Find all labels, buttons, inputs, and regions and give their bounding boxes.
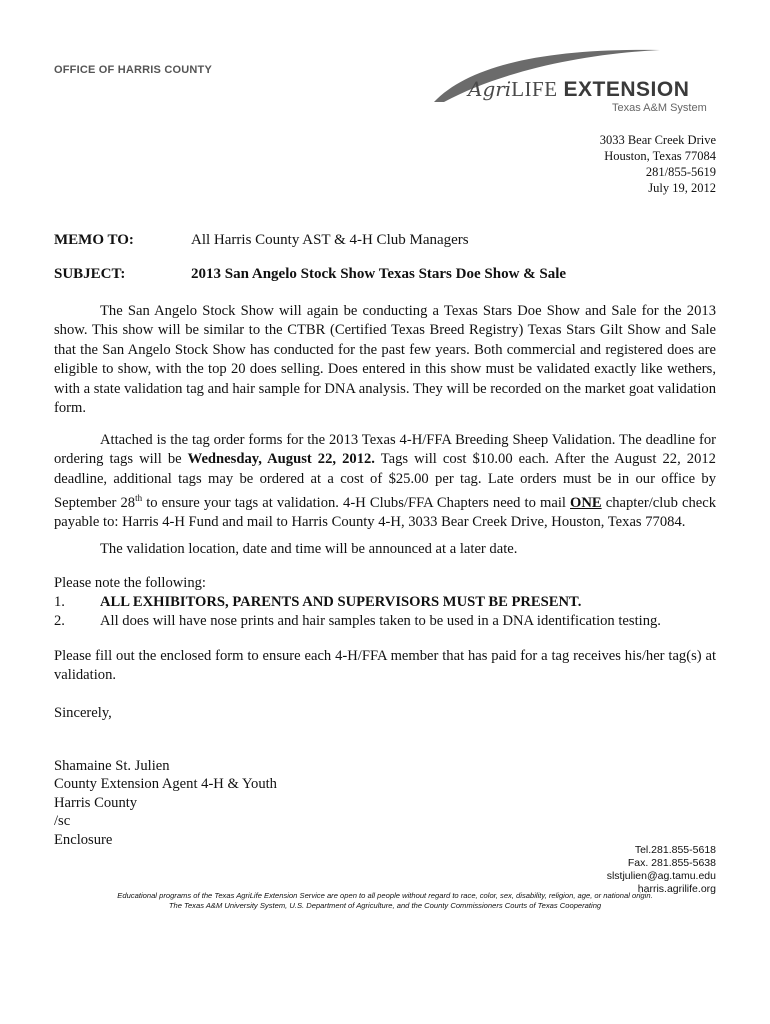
address-phone: 281/855-5619 [645, 165, 716, 179]
footer-line-1: Educational programs of the Texas AgriLife Extension Service are open to all people without regard to race, color, sex, disability, religion, age, or national origin. [117, 891, 653, 900]
memo-date: July 19, 2012 [648, 181, 716, 195]
contact-fax: Fax. 281.855-5638 [627, 857, 716, 869]
logo-agri-text: Agri [468, 77, 512, 101]
p2-one-emphasis: ONE [570, 495, 602, 512]
paragraph-3: The validation location, date and time will be announced at a later date. [100, 541, 518, 557]
contact-tel: Tel.281.855-5618 [634, 844, 716, 856]
agrilife-extension-logo [430, 44, 720, 120]
closing: Sincerely, [54, 705, 112, 721]
p2-text-b: Tags will cost $10.00 each. After the August 22, 2012 deadline, additional tags may be ordered at a cost of $25.00 per tag. Late orders must be in our office by September 28 [54, 451, 716, 512]
signer-name: Shamaine St. Julien [54, 758, 170, 774]
signature-block [54, 757, 277, 849]
contact-info [607, 844, 716, 896]
paragraph-1: The San Angelo Stock Show will again be conducting a Texas Stars Doe Show and Sale for the 2013 show. This show will be similar to the CTBR (Certified Texas Breed Registry) Texas Stars Gilt Show and Sale that the San Angelo Stock Show has conducted for the past few years. Both commercial and registered does are eligible to show, with the top 20 does selling. Does entered in this show must be validated exactly like wethers, with a state validation tag and hair sample for DNA analysis. They will be recorded on the market goat validation form. [54, 303, 716, 417]
address-street: 3033 Bear Creek Drive [599, 133, 716, 147]
p2-text-a: Attached is the tag order forms for the 2013 Texas 4-H/FFA Breeding Sheep Validation. The deadline for ordering tags will be [54, 432, 716, 468]
footer-disclaimer [40, 891, 730, 911]
subject-label: SUBJECT: [54, 266, 126, 282]
logo-extension-text: EXTENSION [563, 78, 690, 101]
memo-to-value: All Harris County AST & 4-H Club Managers [191, 232, 469, 248]
p2-text-c: to ensure your tags at validation. 4-H Clubs/FFA Chapters need to mail [142, 495, 571, 512]
sender-address [600, 132, 716, 196]
note-text: ALL EXHIBITORS, PARENTS AND SUPERVISORS MUST BE PRESENT. [100, 594, 582, 610]
office-heading: OFFICE OF HARRIS COUNTY [54, 64, 212, 76]
paragraph-4: Please fill out the enclosed form to ensure each 4-H/FFA member that has paid for a tag receives his/her tag(s) at validation. [54, 648, 716, 684]
note-intro: Please note the following: [54, 575, 206, 591]
memo-to-label: MEMO TO: [54, 232, 134, 248]
note-number: 2. [54, 613, 65, 629]
typist-initials: /sc [54, 813, 71, 830]
subject-value: 2013 San Angelo Stock Show Texas Stars Doe Show & Sale [191, 266, 567, 282]
signer-title: County Extension Agent 4-H & Youth [54, 776, 277, 793]
note-text: All does will have nose prints and hair samples taken to be used in a DNA identification testing. [100, 613, 661, 629]
logo-wordmark [468, 76, 689, 102]
contact-web: harris.agrilife.org [637, 883, 716, 895]
note-number: 1. [54, 594, 65, 610]
signer-county: Harris County [54, 794, 138, 811]
paragraph-2 [54, 431, 716, 533]
contact-email: slstjulien@ag.tamu.edu [606, 870, 716, 882]
logo-life-text: LIFE [511, 77, 558, 101]
p2-deadline: Wednesday, August 22, 2012. [187, 451, 375, 468]
footer-line-2: The Texas A&M University System, U.S. Department of Agriculture, and the County Commissioners Courts of Texas Cooperating [168, 901, 602, 910]
address-city: Houston, Texas 77084 [604, 149, 716, 163]
p2-text-d: chapter/club check payable to: Harris 4-H Fund and mail to Harris County 4-H, 3033 Bear Creek Drive, Houston, Texas 77084. [54, 495, 716, 531]
logo-system-text: Texas A&M System [612, 102, 707, 114]
p2-superscript: th [135, 493, 143, 504]
enclosure-note: Enclosure [54, 831, 113, 848]
